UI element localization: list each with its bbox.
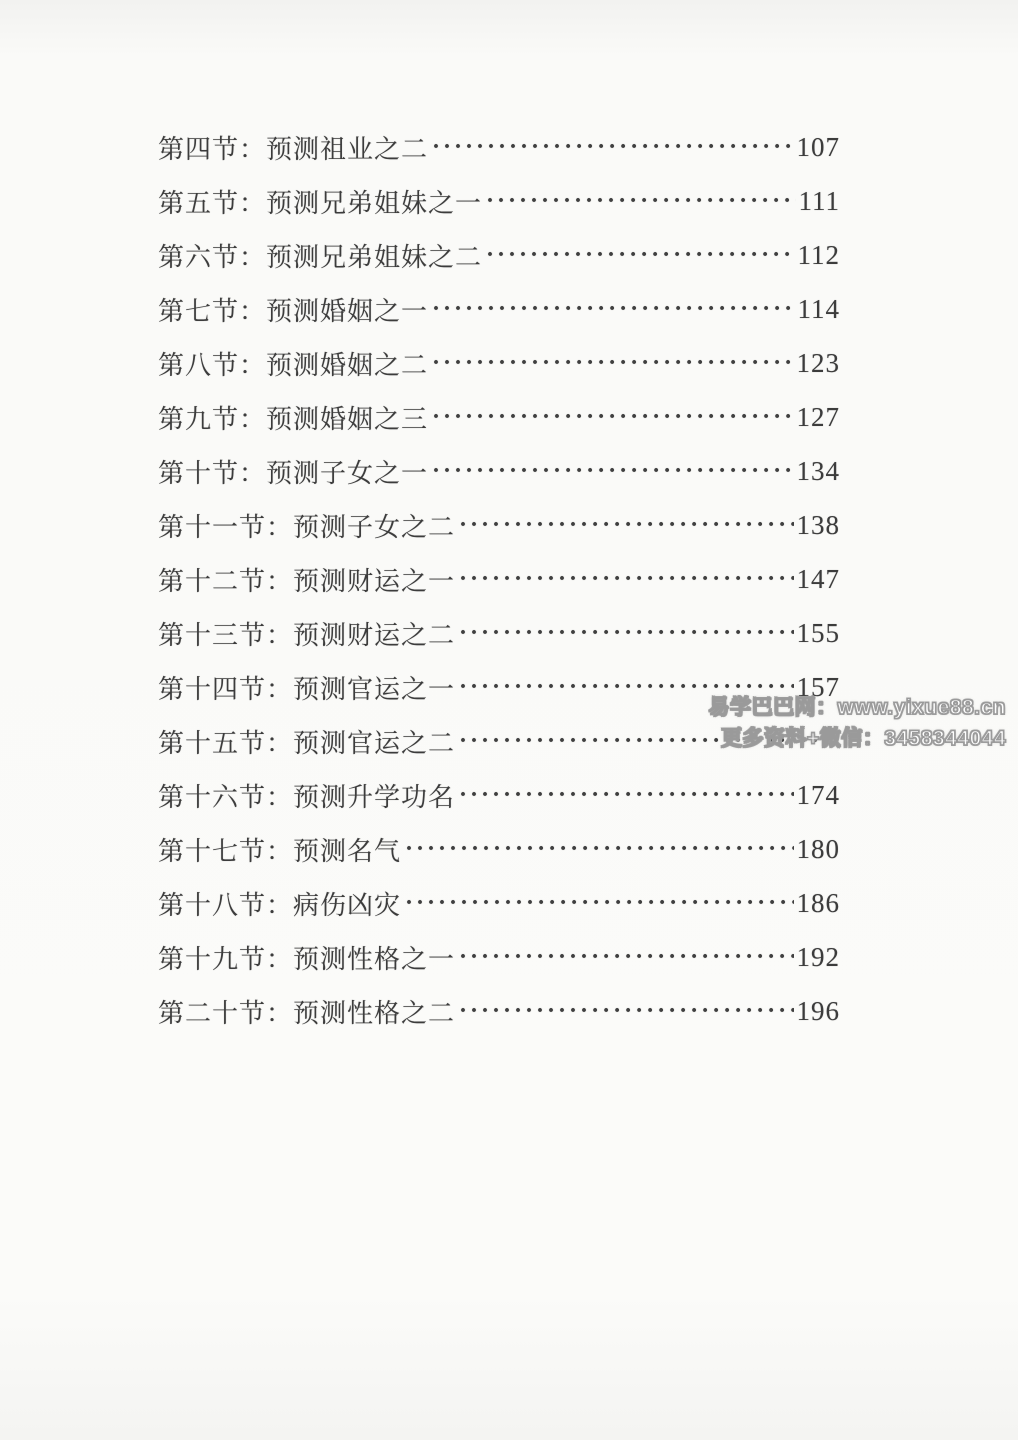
dot-leader [459, 996, 793, 1026]
toc-entry [158, 174, 840, 228]
dot-leader [486, 240, 794, 270]
dot-leader [459, 780, 793, 810]
toc-entry-page: 157 [796, 671, 840, 702]
dot-leader [432, 402, 793, 432]
toc-entry [158, 120, 840, 174]
toc-entry [158, 606, 840, 660]
toc-entry [158, 444, 840, 498]
toc-entry-label: 第六节：预测兄弟姐妹之二 [158, 242, 483, 272]
toc-entry-page: 134 [796, 455, 840, 486]
dot-leader [405, 888, 793, 918]
watermark-site-line: 易学巴巴网：www.yixue88.cn [708, 696, 1006, 719]
dot-leader [432, 294, 794, 324]
dot-leader [432, 348, 793, 378]
toc-entry-label: 第十四节：预测官运之一 [158, 674, 456, 704]
toc-entry-page: 186 [796, 887, 840, 918]
toc-entry-page: 155 [796, 617, 840, 648]
toc-entry [158, 822, 840, 876]
toc-entry [158, 552, 840, 606]
toc-entry-page: 192 [796, 941, 840, 972]
toc-entry [158, 282, 840, 336]
toc-entry-page: 114 [797, 293, 840, 324]
table-of-contents [158, 120, 840, 1038]
toc-entry-label: 第八节：预测婚姻之二 [158, 350, 429, 380]
toc-entry-label: 第四节：预测祖业之二 [158, 134, 429, 164]
toc-entry-page: 174 [796, 779, 840, 810]
watermark [709, 692, 1006, 754]
dot-leader [486, 186, 795, 216]
toc-entry-label: 第二十节：预测性格之二 [158, 998, 456, 1028]
toc-entry [158, 930, 840, 984]
dot-leader [459, 942, 793, 972]
toc-entry [158, 768, 840, 822]
dot-leader [459, 564, 793, 594]
toc-entry-label: 第十二节：预测财运之一 [158, 566, 456, 596]
toc-entry [158, 390, 840, 444]
dot-leader [432, 456, 793, 486]
toc-entry [158, 984, 840, 1038]
watermark-wechat-line: 更多资料+微信：3458344044 [720, 727, 1006, 750]
toc-entry-label: 第十七节：预测名气 [158, 836, 402, 866]
dot-leader [405, 834, 793, 864]
toc-entry-label: 第十五节：预测官运之二 [158, 728, 456, 758]
toc-entry [158, 336, 840, 390]
toc-entry-page: 196 [796, 995, 840, 1026]
dot-leader [459, 618, 793, 648]
toc-entry [158, 876, 840, 930]
toc-entry-label: 第七节：预测婚姻之一 [158, 296, 429, 326]
toc-entry-page: 147 [796, 563, 840, 594]
toc-entry [158, 498, 840, 552]
toc-entry-page: 107 [796, 131, 840, 162]
toc-entry-label: 第十六节：预测升学功名 [158, 782, 456, 812]
toc-entry-label: 第十九节：预测性格之一 [158, 944, 456, 974]
toc-entry-page: 112 [797, 239, 840, 270]
dot-leader [432, 132, 793, 162]
toc-entry-label: 第十八节：病伤凶灾 [158, 890, 402, 920]
toc-entry-label: 第十三节：预测财运之二 [158, 620, 456, 650]
toc-entry-page: 138 [796, 509, 840, 540]
toc-entry-label: 第五节：预测兄弟姐妹之一 [158, 188, 483, 218]
toc-entry [158, 228, 840, 282]
toc-entry-page: 111 [798, 185, 840, 216]
toc-entry-page: 180 [796, 833, 840, 864]
toc-entry-label: 第九节：预测婚姻之三 [158, 404, 429, 434]
toc-entry-page: 123 [796, 347, 840, 378]
toc-entry-label: 第十节：预测子女之一 [158, 458, 429, 488]
dot-leader [459, 510, 793, 540]
toc-entry-label: 第十一节：预测子女之二 [158, 512, 456, 542]
toc-entry-page: 127 [796, 401, 840, 432]
